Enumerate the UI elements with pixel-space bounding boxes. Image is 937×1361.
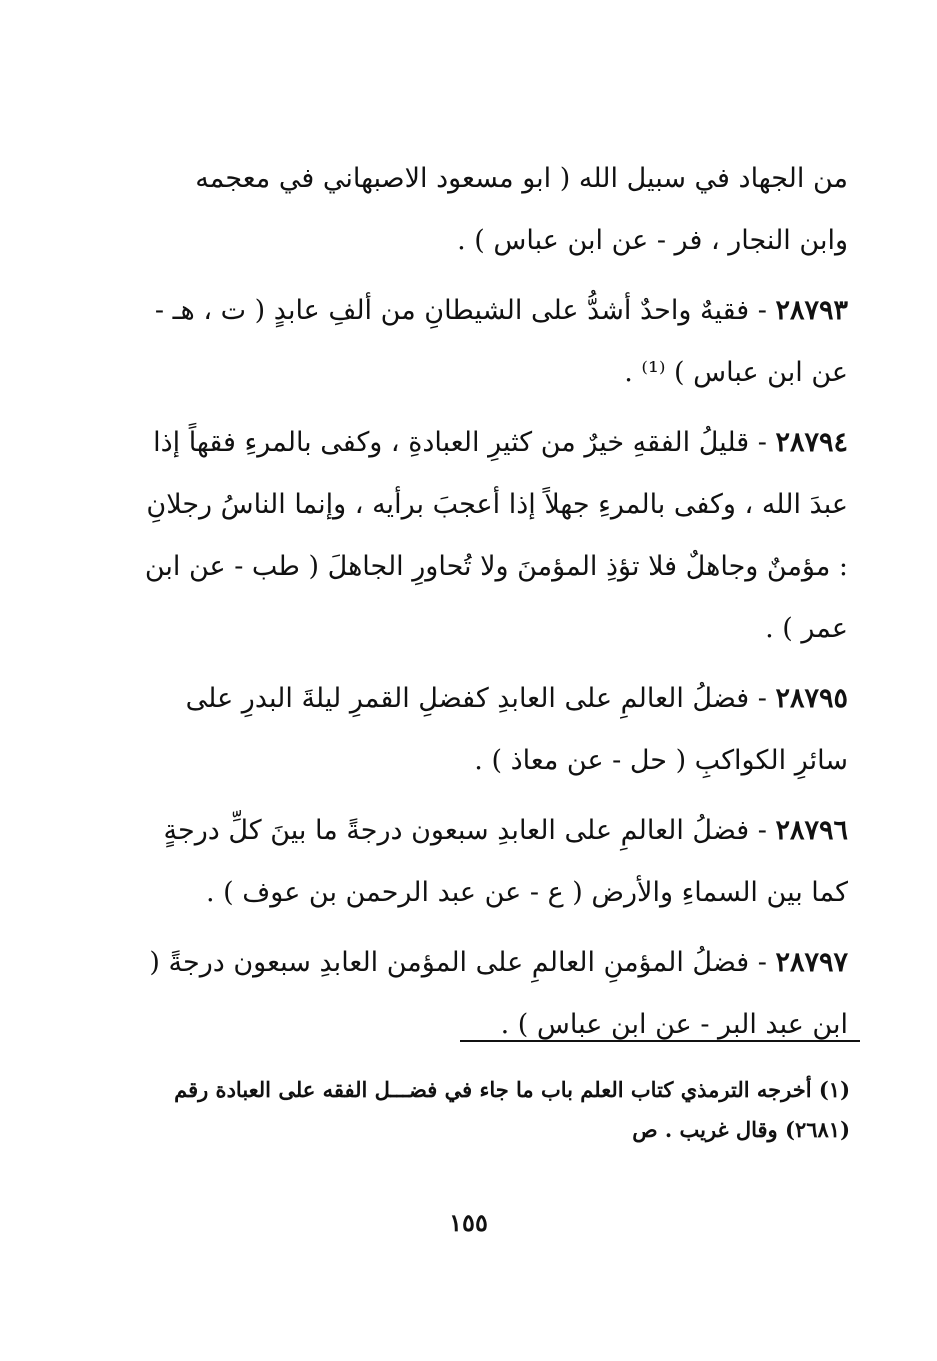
hadith-28795 <box>140 668 848 792</box>
hadith-number: ٢٨٧٩٦ <box>775 815 848 846</box>
hadith-28793 <box>140 280 848 404</box>
hadith-text: - فضلُ العالمِ على العابدِ كفضلِ القمرِ ليلةَ البدرِ على سائرِ الكواكبِ ( حل - عن معاذ ) . <box>185 683 848 776</box>
hadith-28796 <box>140 800 848 924</box>
footnote: (١) أخرجه الترمذي كتاب العلم باب ما جاء في فضـــل الفقه على العبادة رقم (٢٦٨١) وقال غريب . ص <box>174 1077 850 1142</box>
hadith-number: ٢٨٧٩٧ <box>775 947 848 978</box>
hadith-28794 <box>140 412 848 660</box>
hadith-number: ٢٨٧٩٤ <box>775 427 848 458</box>
hadith-number: ٢٨٧٩٣ <box>775 295 848 326</box>
page-number: ١٥٥ <box>449 1208 488 1237</box>
hadith-number: ٢٨٧٩٥ <box>775 683 848 714</box>
footnote-divider <box>460 1040 860 1042</box>
hadith-text: - فقيهٌ واحدٌ أشدُّ على الشيطانِ من ألفِ عابدٍ ( ت ، هـ - عن ابن عباس ) ⁽¹⁾ . <box>154 295 848 388</box>
hadith-text: - فضلُ المؤمنِ العالمِ على المؤمن العابدِ سبعون درجةً ( ابن عبد البر - عن ابن عباس ) . <box>149 947 848 1040</box>
main-text <box>140 148 848 1064</box>
hadith-28797 <box>140 932 848 1056</box>
hadith-text: - فضلُ العالمِ على العابدِ سبعون درجةً ما بينَ كلِّ درجةٍ كما بين السماءِ والأرض ( ع - عن عبد الرحمن بن عوف ) . <box>163 815 848 908</box>
hadith-text: - قليلُ الفقهِ خيرٌ من كثيرِ العبادةِ ، وكفى بالمرءِ فقهاً إذا عبدَ الله ، وكفى بالمرءِ جهلاً إذا أعجبَ برأيه ، وإنما الناسُ رجلانِ : مؤمنٌ وجاهلٌ فلا تؤذِ المؤمنَ ولا تُحاورِ الجاهلَ ( طب - عن ابن عمر ) . <box>144 427 848 644</box>
paragraph-text: من الجهاد في سبيل الله ( ابو مسعود الاصبهاني في معجمه وابن النجار ، فر - عن ابن عباس ) . <box>195 163 848 256</box>
paragraph-continuation <box>140 148 848 272</box>
